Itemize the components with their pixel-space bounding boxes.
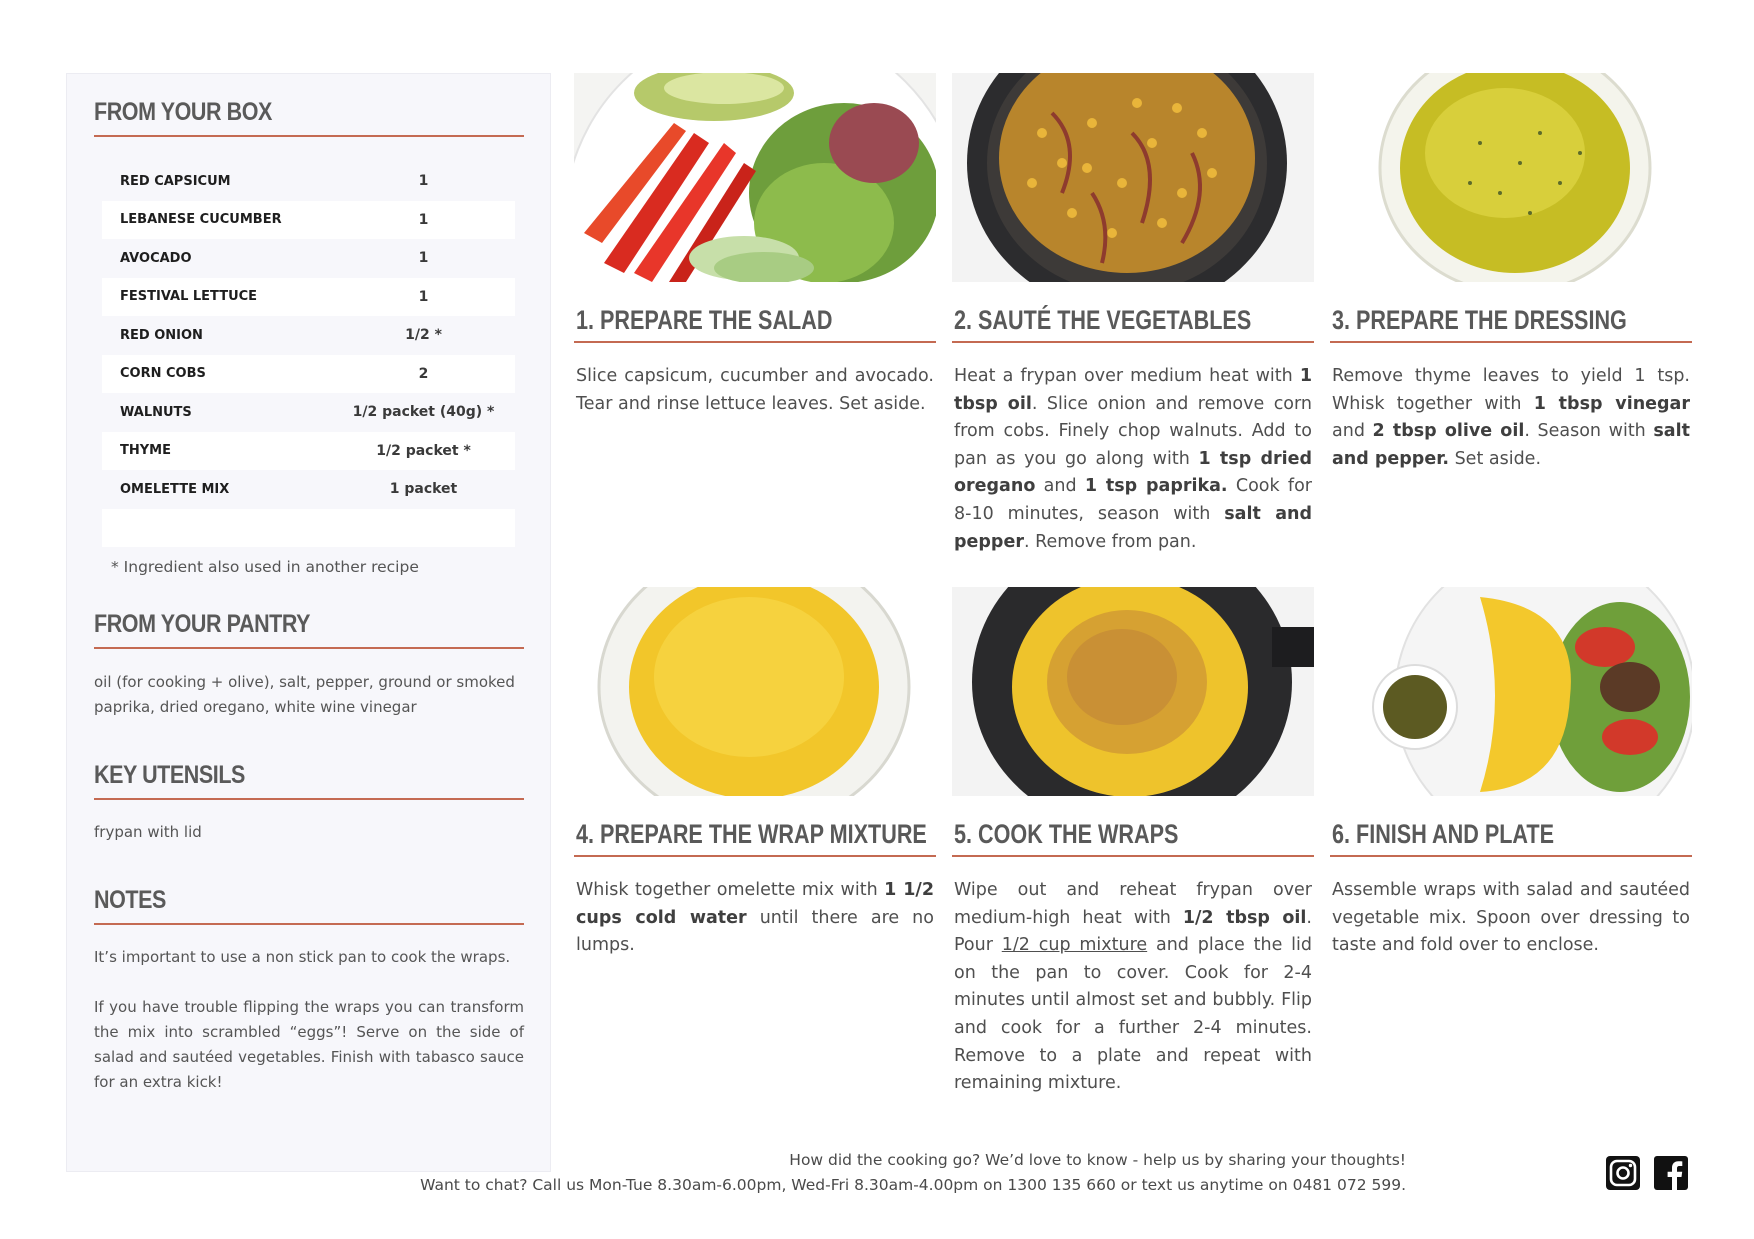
heading-rule bbox=[94, 647, 524, 649]
saute-vegetables-photo bbox=[952, 73, 1314, 282]
ingredient-row-empty bbox=[102, 509, 515, 548]
ingredient-qty: 1 bbox=[418, 288, 429, 305]
feedback-text: How did the cooking go? We’d love to know - help us by sharing your thoughts! bbox=[789, 1151, 1406, 1169]
step-title: 4. PREPARE THE WRAP MIXTURE bbox=[576, 819, 927, 849]
instruction-emphasis: 2 tbsp olive oil bbox=[1372, 421, 1525, 442]
from-your-box-heading: FROM YOUR BOX bbox=[94, 98, 272, 126]
ingredient-qty: 1/2 packet * bbox=[376, 442, 471, 459]
ingredient-row bbox=[102, 470, 515, 509]
ingredient-row bbox=[102, 393, 515, 432]
instruction-text: Set aside. bbox=[1449, 448, 1542, 469]
step-instructions bbox=[1332, 877, 1690, 960]
step-title: 1. PREPARE THE SALAD bbox=[576, 305, 833, 335]
instruction-emphasis: 1 1/2 cups cold water bbox=[576, 880, 935, 928]
instruction-emphasis: 1 tbsp vinegar bbox=[1533, 393, 1690, 414]
ingredient-name: AVOCADO bbox=[120, 250, 192, 266]
ingredient-row bbox=[102, 278, 515, 317]
ingredient-name: RED CAPSICUM bbox=[120, 173, 231, 189]
ingredient-qty: 1 bbox=[418, 250, 429, 267]
instruction-emphasis: 1/2 tbsp oil bbox=[1182, 907, 1307, 928]
key-utensils-heading: KEY UTENSILS bbox=[94, 761, 245, 789]
instruction-text: and bbox=[1332, 421, 1373, 442]
instruction-text: and place the lid on the pan to cover. Cook for 2-4 minutes until almost set and bubbly. Flip and cook for a further 2-4 minutes. Remove to a plate and repeat with remaining mixture. bbox=[954, 935, 1312, 1094]
pantry-text: oil (for cooking + olive), salt, pepper, ground or smoked paprika, dried oregano, white wine vinegar bbox=[94, 673, 515, 716]
instruction-emphasis: 1 tbsp oil bbox=[954, 366, 1312, 414]
ingredient-row bbox=[102, 201, 515, 240]
ingredient-qty: 1/2 packet (40g) * bbox=[352, 404, 495, 421]
instruction-text: . Pour bbox=[954, 907, 1312, 956]
notes-text-2: If you have trouble flipping the wraps you can transform the mix into scrambled “eggs”! Serve on the side of salad and sautéed vegetables. Finish with tabasco sauce for an extra kick! bbox=[94, 998, 524, 1091]
ingredient-name: LEBANESE CUCUMBER bbox=[120, 212, 282, 228]
wrap-mixture-photo bbox=[574, 587, 936, 796]
instruction-text: . Slice onion and remove corn from cobs. Finely chop walnuts. Add to pan as you go along with bbox=[954, 393, 1312, 469]
ingredient-row bbox=[102, 239, 515, 278]
step-title: 2. SAUTÉ THE VEGETABLES bbox=[954, 305, 1252, 335]
instruction-emphasis: 1 tsp paprika. bbox=[1084, 476, 1228, 497]
step-title: 3. PREPARE THE DRESSING bbox=[1332, 305, 1627, 335]
ingredient-row bbox=[102, 162, 515, 201]
ingredient-qty: 2 bbox=[418, 365, 429, 382]
ingredient-qty: 1 bbox=[418, 173, 429, 190]
instruction-text: Assemble wraps with salad and sautéed vegetable mix. Spoon over dressing to taste and fold over to enclose. bbox=[1332, 880, 1690, 956]
instruction-text: Wipe out and reheat frypan over medium-high heat with bbox=[954, 880, 1312, 928]
from-your-pantry-heading: FROM YOUR PANTRY bbox=[94, 610, 311, 638]
notes-text-1: It’s important to use a non stick pan to cook the wraps. bbox=[94, 948, 511, 966]
ingredient-row bbox=[102, 316, 515, 355]
ingredient-qty: 1 bbox=[418, 211, 429, 228]
step-rule bbox=[574, 855, 936, 857]
step-title: 6. FINISH AND PLATE bbox=[1332, 819, 1555, 849]
heading-rule bbox=[94, 135, 524, 137]
ingredient-name: WALNUTS bbox=[120, 404, 192, 420]
step-rule bbox=[952, 855, 1314, 857]
instruction-text: until there are no lumps. bbox=[576, 907, 934, 956]
dressing-photo bbox=[1330, 73, 1692, 282]
step-instructions bbox=[954, 363, 1312, 556]
ingredient-name: CORN COBS bbox=[120, 366, 206, 382]
finished-plate-photo bbox=[1330, 587, 1692, 796]
instruction-text: . Season with bbox=[1524, 421, 1654, 442]
instruction-text: and bbox=[1035, 476, 1085, 497]
instruction-text: Heat a frypan over medium heat with bbox=[954, 366, 1300, 386]
step-instructions bbox=[576, 877, 934, 960]
ingredient-row bbox=[102, 432, 515, 471]
notes-heading: NOTES bbox=[94, 886, 166, 914]
salad-photo bbox=[574, 73, 936, 282]
ingredient-name: THYME bbox=[120, 443, 171, 459]
step-rule bbox=[1330, 855, 1692, 857]
ingredient-row bbox=[102, 355, 515, 394]
step-title: 5. COOK THE WRAPS bbox=[954, 819, 1179, 849]
instruction-underline: 1/2 cup mixture bbox=[1001, 935, 1148, 956]
step-instructions bbox=[576, 363, 934, 418]
instruction-text: . Remove from pan. bbox=[1023, 531, 1197, 552]
instruction-text: Slice capsicum, cucumber and avocado. Tear and rinse lettuce leaves. Set aside. bbox=[576, 366, 934, 414]
instagram-icon[interactable] bbox=[1605, 1155, 1641, 1191]
step-rule bbox=[1330, 341, 1692, 343]
instruction-emphasis: salt and pepper. bbox=[1332, 421, 1690, 469]
ingredients-table bbox=[102, 162, 515, 547]
instruction-text: Remove thyme leaves to yield 1 tsp. Whisk together with bbox=[1332, 366, 1690, 414]
ingredient-name: FESTIVAL LETTUCE bbox=[120, 289, 258, 305]
instruction-emphasis: 1 tsp dried oregano bbox=[954, 448, 1312, 497]
instruction-text: Cook for 8-10 minutes, season with bbox=[954, 476, 1312, 524]
heading-rule bbox=[94, 923, 524, 925]
instruction-text: Whisk together omelette mix with bbox=[576, 880, 885, 900]
ingredient-name: OMELETTE MIX bbox=[120, 481, 230, 497]
step-rule bbox=[574, 341, 936, 343]
ingredients-sidebar bbox=[66, 73, 551, 1172]
ingredient-name: RED ONION bbox=[120, 327, 203, 343]
ingredient-footnote: * Ingredient also used in another recipe bbox=[111, 558, 419, 576]
contact-text: Want to chat? Call us Mon-Tue 8.30am-6.00pm, Wed-Fri 8.30am-4.00pm on 1300 135 660 or text us anytime on 0481 072 599. bbox=[420, 1176, 1406, 1194]
ingredient-qty: 1/2 * bbox=[405, 327, 442, 344]
facebook-icon[interactable] bbox=[1653, 1155, 1689, 1191]
step-instructions bbox=[954, 877, 1312, 1098]
step-instructions bbox=[1332, 363, 1690, 473]
step-rule bbox=[952, 341, 1314, 343]
ingredient-qty: 1 packet bbox=[389, 481, 458, 498]
utensils-text: frypan with lid bbox=[94, 823, 202, 841]
cook-wraps-photo bbox=[952, 587, 1314, 796]
instruction-emphasis: salt and pepper bbox=[954, 503, 1312, 552]
heading-rule bbox=[94, 798, 524, 800]
